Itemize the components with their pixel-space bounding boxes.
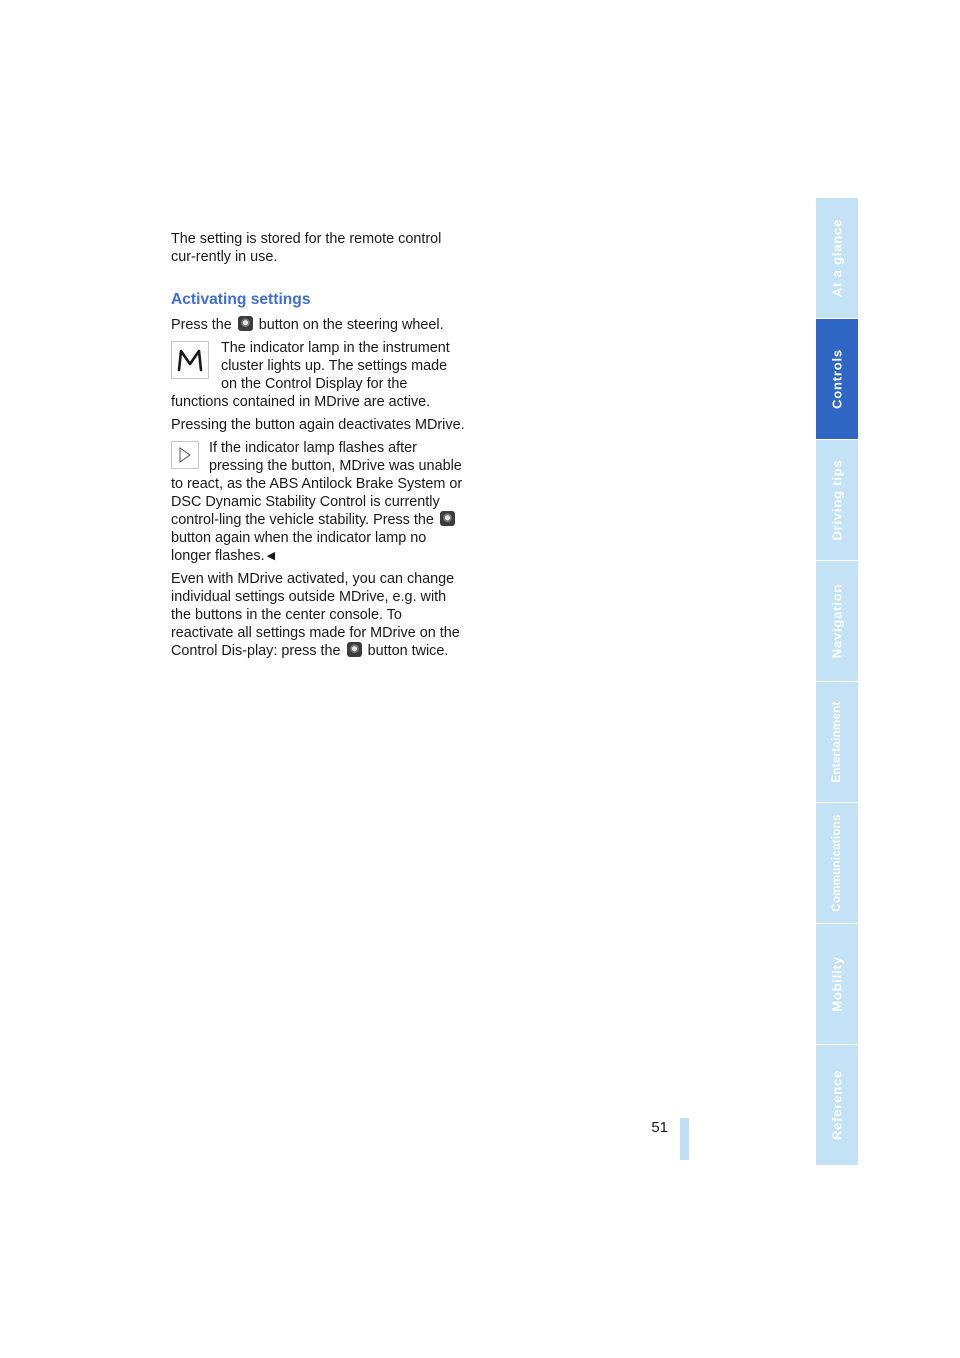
m-indicator-lamp-icon: [171, 341, 209, 379]
mdrive-button-icon: [440, 511, 455, 526]
note-text: If the indicator lamp flashes after pressing the button, MDrive was unable to react, as the ABS Antilock Brake System or DSC Dynamic Stability Control is currently control-ling the vehicle stability. Press the: [171, 440, 463, 528]
paragraph-indicator-lamp: [171, 339, 466, 411]
page-number: 51: [651, 1119, 668, 1136]
tab-label: Communications: [831, 814, 843, 912]
tab-label: Driving tips: [829, 459, 845, 541]
tab-communications[interactable]: [816, 803, 858, 923]
text-fragment: button on the steering wheel.: [258, 317, 444, 333]
tab-driving-tips[interactable]: [816, 440, 858, 560]
page-number-bar: [680, 1118, 689, 1160]
tab-controls[interactable]: [816, 319, 858, 439]
tab-at-a-glance[interactable]: [816, 198, 858, 318]
tab-reference[interactable]: [816, 1045, 858, 1165]
mdrive-button-icon: [238, 316, 253, 331]
tab-label: Navigation: [829, 583, 845, 659]
note-text-after: button again when the indicator lamp no longer flashes.: [171, 530, 427, 564]
section-heading: Activating settings: [171, 291, 311, 308]
tab-label: At a glance: [829, 218, 845, 298]
page-body: [171, 230, 466, 665]
text-fragment: Press the: [171, 317, 232, 333]
end-mark-icon: ◀: [266, 550, 276, 562]
tab-mobility[interactable]: [816, 924, 858, 1044]
tab-navigation[interactable]: [816, 561, 858, 681]
tab-label: Reference: [829, 1069, 845, 1141]
tab-label: Entertainment: [831, 701, 843, 783]
text-fragment: button twice.: [367, 643, 449, 659]
text-fragment: Even with MDrive activated, you can change individual settings outside MDrive, e.g. with the buttons in the center console. To reactivate all settings made for MDrive on the Control Dis-play: press the: [171, 571, 460, 659]
tab-entertainment[interactable]: [816, 682, 858, 802]
section-tabs: [816, 198, 858, 1166]
tab-label: Controls: [829, 349, 845, 409]
tab-label: Mobility: [829, 956, 845, 1012]
note-triangle-icon: [171, 441, 199, 469]
paragraph-deactivate: Pressing the button again deactivates MDrive.: [171, 417, 465, 433]
paragraph-press-button: [171, 316, 466, 334]
note-paragraph: [171, 439, 466, 565]
mdrive-button-icon: [347, 642, 362, 657]
paragraph-reactivate: [171, 570, 466, 660]
paragraph-stored-setting: The setting is stored for the remote control cur-rently in use.: [171, 231, 442, 265]
indicator-lamp-text: The indicator lamp in the instrument cluster lights up. The settings made on the Control Display for the functions contained in MDrive are active.: [171, 340, 450, 410]
